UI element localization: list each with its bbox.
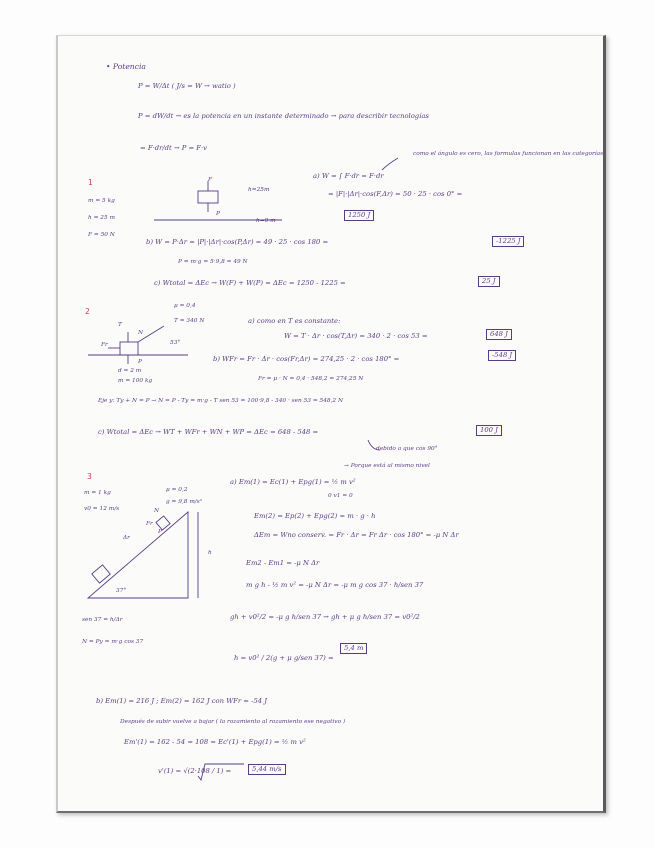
p3-incline xyxy=(88,512,188,598)
p2-c-line1: c) Wtotal = ΔEc → WT + WFr + WN + WP = ΔEc = 648 - 548 = xyxy=(98,428,319,436)
p3-block xyxy=(92,565,110,583)
p1-c-result: 25 J xyxy=(478,276,500,287)
p2-given-distance: d = 2 m xyxy=(118,368,142,374)
p1-b-line1: b) W = P·Δr = |P|·|Δr|·cos(P,Δr) = 49 · 25 · cos 180 = xyxy=(146,238,329,246)
p3-b-line4: v'(1) = √(2·108 / 1) = xyxy=(158,767,232,775)
p3-a-result: 5,4 m xyxy=(340,643,367,654)
p1-force-top-label: F xyxy=(208,177,213,183)
p3-given-g: g = 9,8 m/s² xyxy=(166,499,203,505)
p3-b-sqrt xyxy=(198,764,244,780)
p2-b-line1: b) WFr = Fr · Δr · cos(Fr,Δr) = 274,25 · 2 · cos 180° = xyxy=(213,355,400,363)
p1-block xyxy=(198,191,218,203)
p2-y-axis-eq: Eje y: Ty + N = P → N = P - Ty = m·g - T sen 53 = 100·9,8 - 340 · sen 53 = 548,2 N xyxy=(98,398,344,404)
p3-sin-relation: sen 37 = h/Δr xyxy=(82,617,123,623)
p3-block-top xyxy=(156,516,170,530)
p3-dr-label: Δr xyxy=(123,535,130,541)
diagram-sketches xyxy=(58,36,603,811)
p3-b-result: 5,44 m/s xyxy=(248,764,286,775)
p2-angle-label: 53° xyxy=(170,340,181,346)
p2-fr-label: Fr xyxy=(101,342,108,348)
p3-b-line2: Después de subir vuelve a bajar ( la rozamiento al rozamiento ese negativo ) xyxy=(120,719,346,725)
p2-given-mass: m = 100 kg xyxy=(118,378,153,384)
p1-given-height: h = 25 m xyxy=(88,215,115,221)
p2-a-line2: W = T · Δr · cos(T,Δr) = 340 · 2 · cos 53 = xyxy=(284,332,428,340)
p3-given-v0: v0 = 12 m/s xyxy=(84,506,120,512)
p2-t-label: T xyxy=(118,322,122,328)
p2-c-result: 100 J xyxy=(476,425,502,436)
p3-b-line1: b) Em(1) = 216 J ; Em(2) = 162 J con WFr = -54 J xyxy=(96,697,267,705)
notebook-page xyxy=(56,35,606,813)
p2-a-result: 648 J xyxy=(486,329,512,340)
p3-angle-label: 37° xyxy=(116,588,127,594)
problem1-number: 1 xyxy=(88,178,93,187)
p1-force-bottom-label: P xyxy=(216,211,220,217)
p3-n-label: N xyxy=(154,508,160,514)
p3-a-line5: Em2 - Em1 = -μ N Δr xyxy=(246,559,320,567)
p1-a-line1: a) W = ∫ F·dr = F·dr xyxy=(313,172,384,180)
p3-a-line2: 0 v1 = 0 xyxy=(328,493,353,499)
p3-h-label: h xyxy=(208,550,212,556)
problem3-number: 3 xyxy=(87,472,92,481)
p1-a-result: 1250 J xyxy=(344,210,374,221)
p3-fr-label: Fr xyxy=(146,521,153,527)
theory-line-3: = F·dr/dt → P = F·v xyxy=(140,144,208,152)
p1-note-arrow xyxy=(382,158,398,170)
p2-given-mu: μ = 0,4 xyxy=(174,303,196,309)
p3-given-mass: m = 1 kg xyxy=(84,490,111,496)
p2-block xyxy=(120,342,138,355)
heading-potencia: • Potencia xyxy=(106,62,146,71)
problem2-number: 2 xyxy=(85,307,90,316)
p2-c-underline xyxy=(368,440,380,450)
p3-given-mu: μ = 0,2 xyxy=(166,487,188,493)
p2-p-label: P xyxy=(138,359,142,365)
p2-b-friction: Fr = μ · N = 0,4 · 548,2 = 274,25 N xyxy=(258,376,364,382)
p2-b-result: -548 J xyxy=(488,350,516,361)
p3-normal-relation: N = Py = m·g cos 37 xyxy=(82,639,144,645)
p3-b-line3: Em'(1) = 162 - 54 = 108 = Ec'(1) + Epg(1) = ½ m v² xyxy=(124,738,306,746)
p1-c-line1: c) Wtotal = ΔEc → W(F) + W(P) = ΔEc = 1250 - 1225 = xyxy=(154,279,346,287)
p3-a-line1: a) Em(1) = Ec(1) + Epg(1) = ½ m v² xyxy=(230,478,356,486)
p1-given-mass: m = 5 kg xyxy=(88,198,115,204)
p2-given-tension: T = 340 N xyxy=(174,318,205,324)
p1-floor-label: h=0 m xyxy=(256,218,276,224)
p1-b-weight: P = m·g = 5·9,8 = 49 N xyxy=(178,259,248,265)
p1-given-force: F = 50 N xyxy=(88,232,115,238)
p2-a-line1: a) como en T es constante: xyxy=(248,317,341,325)
p2-n-label: N xyxy=(138,330,144,336)
p3-a-line8: h = v0² / 2(g + μ g/sen 37) = xyxy=(234,654,334,662)
p3-a-line7: gh + v0²/2 = -μ g h/sen 37 → gh + μ g h/sen 37 = v0²/2 xyxy=(230,613,420,621)
p3-a-line6: m g h - ½ m v² = -μ N Δr = -μ m g cos 37 · h/sen 37 xyxy=(246,581,424,589)
p3-a-line4: ΔEm = Wno conserv. = Fr · Δr = Fr Δr · cos 180° = -μ N Δr xyxy=(254,531,459,539)
p1-distance-label: h=25m xyxy=(248,187,270,193)
p1-note: como el ángulo es cero, las formulas funcionan en las categorías xyxy=(413,151,604,157)
p3-p-label: P xyxy=(158,529,162,535)
p2-c-note: debido a que cos 90° xyxy=(376,446,438,452)
p3-a-note: → Porque está al mismo nivel xyxy=(344,463,430,469)
p1-b-result: -1225 J xyxy=(492,236,524,247)
p2-tension-rope xyxy=(138,326,164,342)
theory-line-1: P = W/Δt ( J/s = W → watio ) xyxy=(138,82,236,90)
p1-a-line2: = |F|·|Δr|·cos(F,Δr) = 50 · 25 · cos 0° = xyxy=(328,190,463,198)
theory-line-2: P = dW/dt → es la potencia en un instante determinado → para describir tecnologías xyxy=(138,112,429,120)
p3-a-line3: Em(2) = Ep(2) + Epg(2) = m · g · h xyxy=(254,512,376,520)
